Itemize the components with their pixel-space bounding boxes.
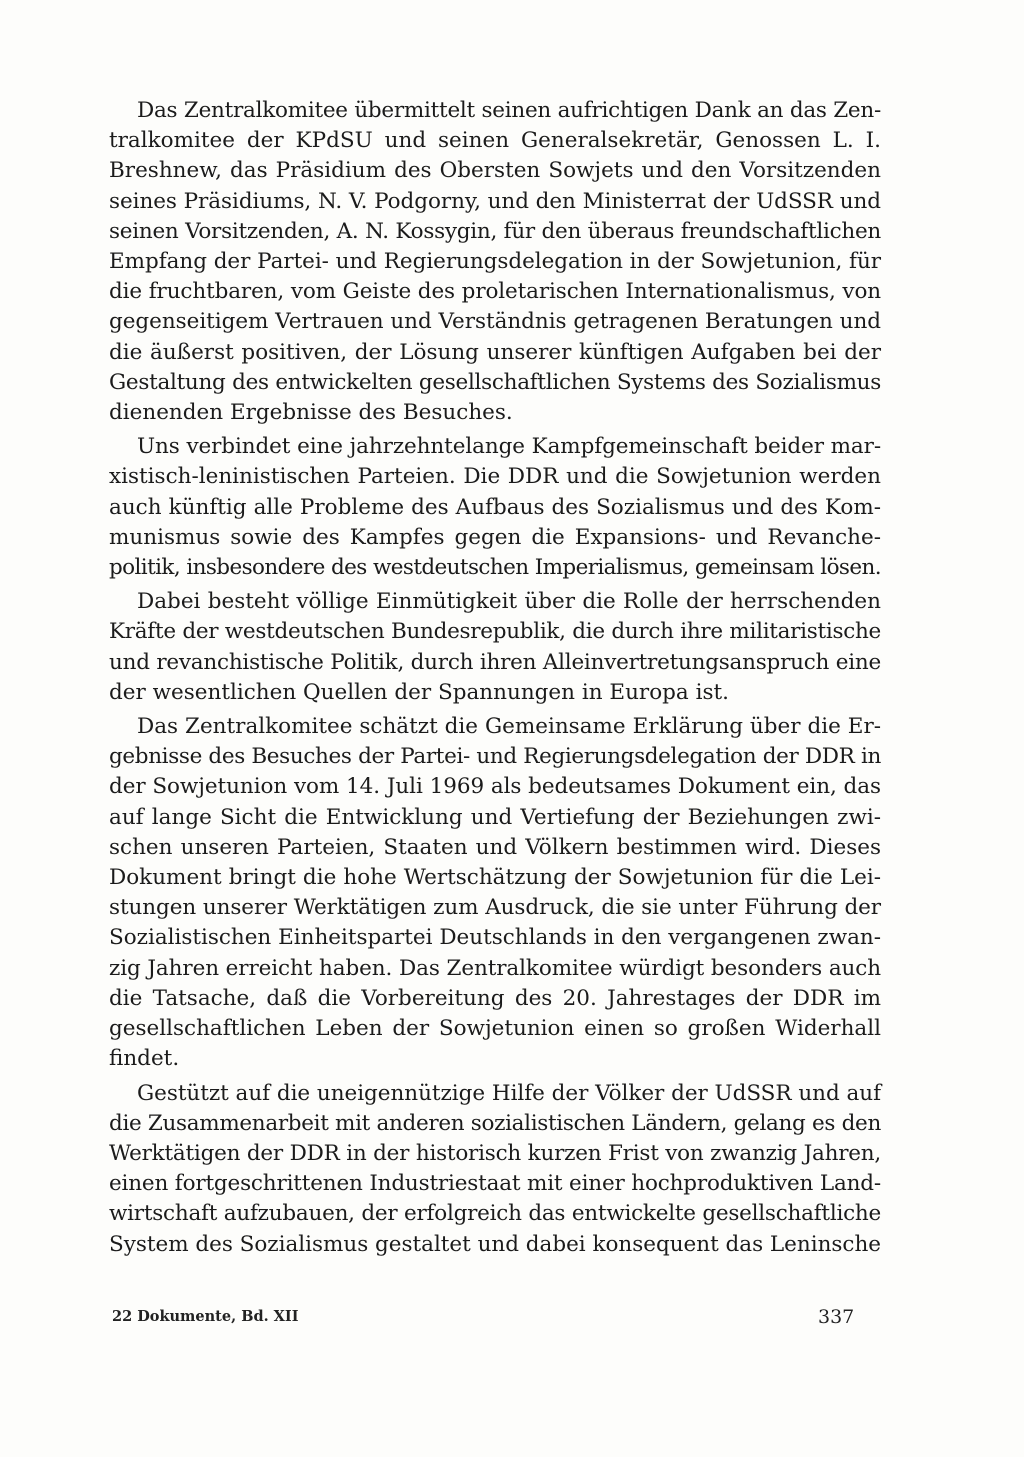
text-line: und revanchistische Politik, durch ihren Alleinvertretungsanspruch eine [109, 649, 881, 675]
text-line: stungen unserer Werktätigen zum Ausdruck, die sie unter Führung der [109, 895, 881, 921]
text-line: Empfang der Partei- und Regierungsdelegation in der Sowjetunion, für [109, 249, 881, 275]
text-line: Kräfte der westdeutschen Bundesrepublik, die durch ihre militaristische [109, 619, 881, 645]
paragraph [109, 432, 881, 583]
text-line: die fruchtbaren, vom Geiste des proletarischen Internationalismus, von [109, 279, 881, 305]
text-line: Das Zentralkomitee übermittelt seinen aufrichtigen Dank an das Zen- [137, 98, 881, 123]
text-line: tralkomitee der KPdSU und seinen Generalsekretär, Genossen L. I. [109, 128, 881, 154]
text-line: Das Zentralkomitee schätzt die Gemeinsame Erklärung über die Er- [137, 714, 881, 740]
page-number: 337 [818, 1306, 855, 1328]
text-line: Werktätigen der DDR in der historisch kurzen Frist von zwanzig Jahren, [109, 1140, 881, 1166]
text-line: der Sowjetunion vom 14. Juli 1969 als bedeutsames Dokument ein, das [109, 774, 881, 800]
text-line: einen fortgeschrittenen Industriestaat mit einer hochproduktiven Land- [109, 1171, 881, 1197]
text-line: schen unseren Parteien, Staaten und Völkern bestimmen wird. Dieses [109, 834, 881, 860]
text-line: findet. [109, 1046, 180, 1072]
text-line: wirtschaft aufzubauen, der erfolgreich das entwickelte gesellschaftliche [109, 1201, 881, 1227]
text-line: die äußerst positiven, der Lösung unserer künftigen Aufgaben bei der [109, 339, 881, 365]
paragraph [109, 712, 881, 1074]
text-line: Gestützt auf die uneigennützige Hilfe der Völker der UdSSR und auf [137, 1080, 881, 1106]
text-line: die Tatsache, daß die Vorbereitung des 20. Jahrestages der DDR im [109, 985, 881, 1011]
text-line: gegenseitigem Vertrauen und Verständnis getragenen Beratungen und [109, 309, 881, 335]
text-line: Uns verbindet eine jahrzehntelange Kampfgemeinschaft beider mar- [137, 434, 881, 460]
text-line: der wesentlichen Quellen der Spannungen in Europa ist. [109, 679, 729, 705]
printer-signature: 22 Dokumente, Bd. XII [112, 1308, 299, 1325]
text-line: xistisch-leninistischen Parteien. Die DDR und die Sowjetunion werden [109, 464, 881, 490]
text-line: die Zusammenarbeit mit anderen sozialistischen Ländern, gelang es den [109, 1110, 881, 1136]
text-line: munismus sowie des Kampfes gegen die Expansions- und Revanche- [109, 524, 881, 550]
text-line: dienenden Ergebnisse des Besuches. [109, 400, 513, 426]
paragraph [109, 96, 881, 428]
text-line: Dabei besteht völlige Einmütigkeit über die Rolle der herrschenden [137, 589, 881, 615]
text-line: auf lange Sicht die Entwicklung und Vertiefung der Beziehungen zwi- [109, 804, 881, 830]
text-line: seines Präsidiums, N. V. Podgorny, und den Ministerrat der UdSSR und [109, 188, 881, 214]
text-line: Dokument bringt die hohe Wertschätzung der Sowjetunion für die Lei- [109, 865, 881, 891]
text-line: Sozialistischen Einheitspartei Deutschlands in den vergangenen zwan- [109, 925, 881, 951]
text-line: gebnisse des Besuches der Partei- und Regierungsdelegation der DDR in [109, 744, 881, 770]
paragraph [109, 1079, 881, 1260]
paragraph [109, 587, 881, 708]
text-line: gesellschaftlichen Leben der Sowjetunion einen so großen Widerhall [109, 1016, 881, 1042]
text-line: zig Jahren erreicht haben. Das Zentralkomitee würdigt besonders auch [109, 955, 881, 981]
text-line: System des Sozialismus gestaltet und dabei konsequent das Leninsche [109, 1231, 881, 1257]
body-text [109, 96, 881, 1260]
text-line: Breshnew, das Präsidium des Obersten Sowjets und den Vorsitzenden [109, 158, 881, 184]
text-line: Gestaltung des entwickelten gesellschaftlichen Systems des Sozialismus [109, 369, 881, 395]
text-line: politik, insbesondere des westdeutschen Imperialismus, gemeinsam lösen. [109, 555, 881, 581]
text-line: seinen Vorsitzenden, A. N. Kossygin, für den überaus freundschaftlichen [109, 218, 881, 244]
text-line: auch künftig alle Probleme des Aufbaus des Sozialismus und des Kom- [109, 494, 881, 520]
